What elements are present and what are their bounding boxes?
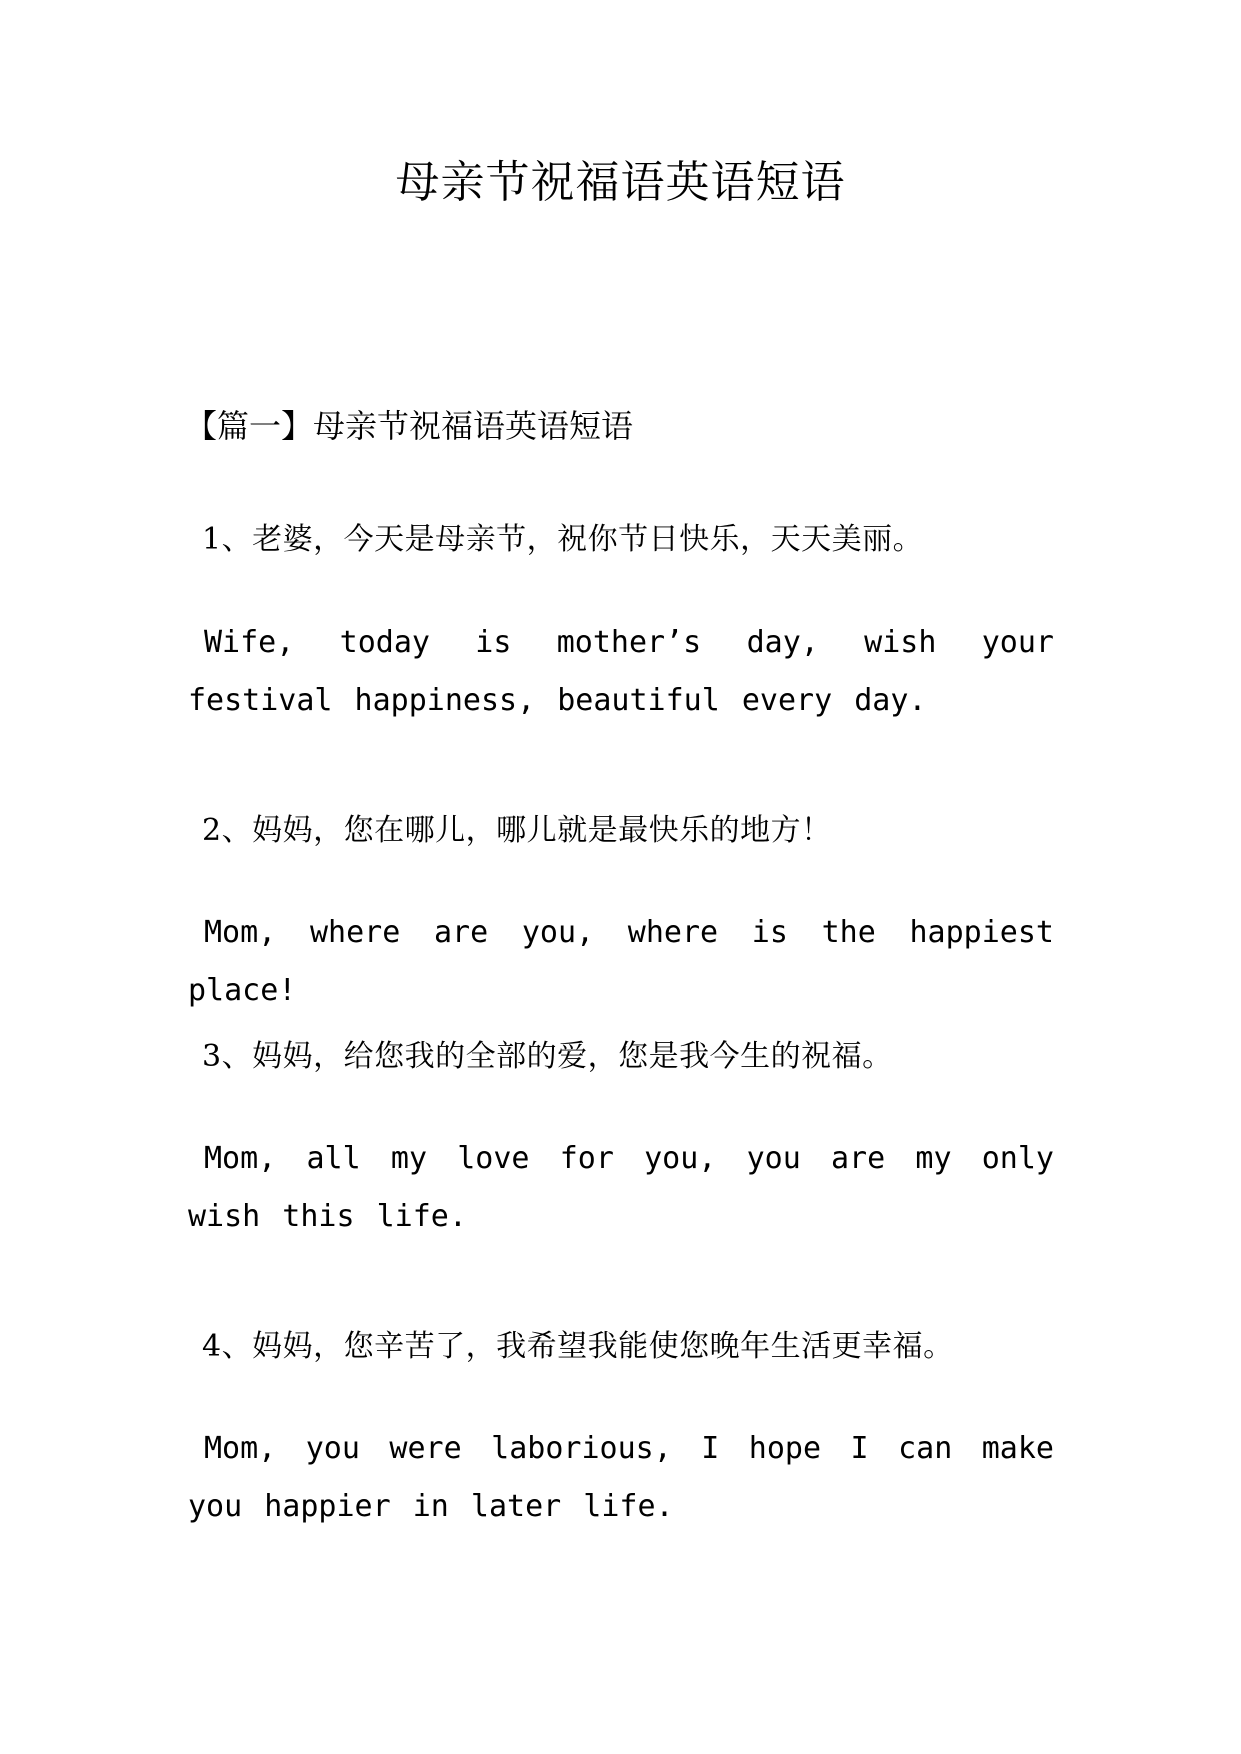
wish-1-english: Wife, today is mother’s day, wish your festival happiness, beautiful every day.	[188, 625, 1054, 718]
wish-3-chinese: 3、妈妈，给您我的全部的爱，您是我今生的祝福。	[202, 1039, 893, 1074]
wish-2-english: Mom, where are you, where is the happiest place!	[188, 915, 1054, 1008]
wish-2-chinese: 2、妈妈，您在哪儿，哪儿就是最快乐的地方！	[202, 813, 832, 848]
wish-4-chinese: 4、妈妈，您辛苦了，我希望我能使您晚年生活更幸福。	[202, 1329, 954, 1364]
section-heading: 【篇一】母亲节祝福语英语短语	[185, 407, 634, 445]
wish-4-english: Mom, you were laborious, I hope I can make you happier in later life.	[188, 1431, 1054, 1524]
document-title: 母亲节祝福语英语短语	[395, 157, 846, 208]
wish-3-english: Mom, all my love for you, you are my only wish this life.	[188, 1141, 1054, 1234]
wish-1-chinese: 1、老婆，今天是母亲节，祝你节日快乐，天天美丽。	[202, 522, 924, 557]
